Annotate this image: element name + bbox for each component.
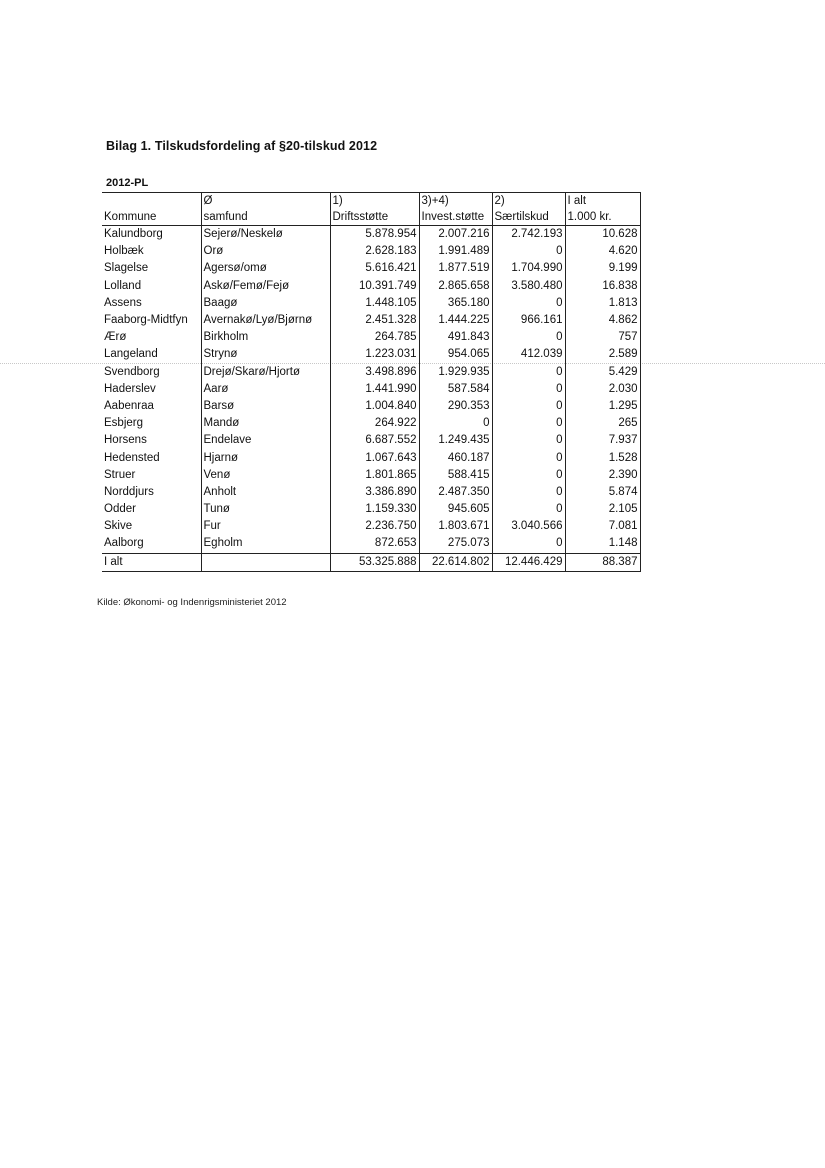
special-grant-cell: 0 [492, 295, 565, 312]
header-cell: 1.000 kr. [565, 209, 640, 226]
total-cell: 5.874 [565, 484, 640, 501]
table-row [102, 449, 640, 466]
header-cell: 2) [492, 193, 565, 210]
header-cell: 3)+4) [419, 193, 492, 210]
total-cell: 2.030 [565, 381, 640, 398]
total-cell: 1.295 [565, 398, 640, 415]
municipality-cell: Slagelse [104, 262, 149, 275]
header-cell: I alt [565, 193, 640, 210]
special-grant-cell: 0 [492, 432, 565, 449]
operating-support-cell: 2.451.328 [330, 312, 419, 329]
operating-support-cell: 5.878.954 [330, 226, 419, 244]
header-row-bottom [102, 209, 640, 226]
operating-support-cell: 3.498.896 [330, 364, 419, 381]
price-level-label: 2012-PL [106, 177, 149, 189]
total-label: I alt [102, 553, 201, 571]
operating-support-cell: 3.386.890 [330, 484, 419, 501]
investment-support-cell: 2.487.350 [419, 484, 492, 501]
total-cell: 1.813 [565, 295, 640, 312]
island-community-cell: Anholt [201, 484, 330, 501]
municipality-cell: Odder [104, 503, 136, 516]
special-grant-cell: 0 [492, 415, 565, 432]
investment-support-cell: 1.803.671 [419, 518, 492, 535]
investment-support-cell: 587.584 [419, 381, 492, 398]
operating-support-cell: 10.391.749 [330, 278, 419, 295]
total-cell: 5.429 [565, 364, 640, 381]
island-community-cell: Askø/Femø/Fejø [201, 278, 330, 295]
municipality-cell: Hedensted [104, 451, 160, 464]
investment-support-cell: 1.991.489 [419, 243, 492, 260]
island-community-cell: Venø [201, 467, 330, 484]
operating-support-cell: 1.441.990 [330, 381, 419, 398]
total-special-grant: 12.446.429 [492, 553, 565, 571]
table-body [102, 226, 640, 554]
header-cell [102, 193, 201, 210]
operating-support-cell: 6.687.552 [330, 432, 419, 449]
special-grant-cell: 412.039 [492, 346, 565, 363]
investment-support-cell: 2.865.658 [419, 278, 492, 295]
table-row [102, 501, 640, 518]
total-cell: 1.148 [565, 535, 640, 553]
table-row [102, 278, 640, 295]
header-cell: Invest.støtte [419, 209, 492, 226]
total-cell: 1.528 [565, 449, 640, 466]
special-grant-cell: 966.161 [492, 312, 565, 329]
header-cell: samfund [201, 209, 330, 226]
total-sum: 88.387 [565, 553, 640, 571]
operating-support-cell: 1.801.865 [330, 467, 419, 484]
total-cell: 16.838 [565, 278, 640, 295]
special-grant-cell: 0 [492, 449, 565, 466]
municipality-cell: Svendborg [104, 365, 160, 378]
investment-support-cell: 1.929.935 [419, 364, 492, 381]
island-community-cell: Strynø [201, 346, 330, 363]
table-row [102, 432, 640, 449]
investment-support-cell: 275.073 [419, 535, 492, 553]
island-community-cell: Agersø/omø [201, 260, 330, 277]
table-row [102, 415, 640, 432]
island-community-cell: Endelave [201, 432, 330, 449]
operating-support-cell: 1.004.840 [330, 398, 419, 415]
total-cell: 2.589 [565, 346, 640, 363]
investment-support-cell: 954.065 [419, 346, 492, 363]
total-investment-support: 22.614.802 [419, 553, 492, 571]
grant-table [102, 192, 641, 572]
table-row [102, 518, 640, 535]
special-grant-cell: 3.580.480 [492, 278, 565, 295]
total-cell: 2.105 [565, 501, 640, 518]
municipality-cell: Haderslev [104, 382, 156, 395]
investment-support-cell: 0 [419, 415, 492, 432]
total-cell: 4.862 [565, 312, 640, 329]
total-cell: 9.199 [565, 260, 640, 277]
investment-support-cell: 290.353 [419, 398, 492, 415]
header-cell: Særtilskud [492, 209, 565, 226]
island-community-cell: Tunø [201, 501, 330, 518]
municipality-cell: Horsens [104, 434, 147, 447]
table-cell [201, 553, 330, 571]
special-grant-cell: 0 [492, 364, 565, 381]
municipality-cell: Holbæk [104, 245, 144, 258]
table-row [102, 312, 640, 329]
investment-support-cell: 1.249.435 [419, 432, 492, 449]
table-row [102, 467, 640, 484]
island-community-cell: Orø [201, 243, 330, 260]
total-cell: 2.390 [565, 467, 640, 484]
municipality-cell: Skive [104, 520, 133, 533]
special-grant-cell: 0 [492, 243, 565, 260]
investment-support-cell: 2.007.216 [419, 226, 492, 244]
island-community-cell: Birkholm [201, 329, 330, 346]
investment-support-cell: 945.605 [419, 501, 492, 518]
municipality-cell: Faaborg-Midtfyn [104, 314, 188, 327]
header-cell: 1) [330, 193, 419, 210]
table-row [102, 346, 640, 363]
operating-support-cell: 264.785 [330, 329, 419, 346]
total-cell: 7.937 [565, 432, 640, 449]
island-community-cell: Drejø/Skarø/Hjortø [201, 364, 330, 381]
special-grant-cell: 3.040.566 [492, 518, 565, 535]
municipality-cell: Aabenraa [104, 399, 154, 412]
investment-support-cell: 460.187 [419, 449, 492, 466]
total-row [102, 553, 640, 571]
municipality-cell: Struer [104, 468, 136, 481]
header-cell: Driftsstøtte [330, 209, 419, 226]
island-community-cell: Aarø [201, 381, 330, 398]
total-cell: 265 [565, 415, 640, 432]
table-row [102, 535, 640, 553]
municipality-cell: Aalborg [104, 537, 144, 550]
special-grant-cell: 0 [492, 329, 565, 346]
total-cell: 757 [565, 329, 640, 346]
special-grant-cell: 1.704.990 [492, 260, 565, 277]
island-community-cell: Fur [201, 518, 330, 535]
investment-support-cell: 1.877.519 [419, 260, 492, 277]
operating-support-cell: 1.067.643 [330, 449, 419, 466]
investment-support-cell: 491.843 [419, 329, 492, 346]
island-community-cell: Hjarnø [201, 449, 330, 466]
special-grant-cell: 0 [492, 484, 565, 501]
operating-support-cell: 2.236.750 [330, 518, 419, 535]
header-cell: Ø [201, 193, 330, 210]
table-row [102, 295, 640, 312]
island-community-cell: Baagø [201, 295, 330, 312]
total-cell: 7.081 [565, 518, 640, 535]
special-grant-cell: 0 [492, 381, 565, 398]
table-row [102, 226, 640, 244]
table-row [102, 329, 640, 346]
investment-support-cell: 365.180 [419, 295, 492, 312]
table-row [102, 243, 640, 260]
operating-support-cell: 2.628.183 [330, 243, 419, 260]
table-row [102, 381, 640, 398]
island-community-cell: Barsø [201, 398, 330, 415]
municipality-cell: Norddjurs [104, 485, 154, 498]
header-cell: Kommune [102, 209, 201, 226]
municipality-cell: Esbjerg [104, 417, 143, 430]
operating-support-cell: 1.223.031 [330, 346, 419, 363]
island-community-cell: Sejerø/Neskelø [201, 226, 330, 244]
page-title: Bilag 1. Tilskudsfordeling af §20-tilskud 2012 [106, 139, 378, 153]
table-row [102, 484, 640, 501]
special-grant-cell: 2.742.193 [492, 226, 565, 244]
table-row [102, 398, 640, 415]
operating-support-cell: 1.159.330 [330, 501, 419, 518]
total-cell: 10.628 [565, 226, 640, 244]
municipality-cell: Kalundborg [104, 228, 163, 241]
special-grant-cell: 0 [492, 535, 565, 553]
island-community-cell: Egholm [201, 535, 330, 553]
island-community-cell: Mandø [201, 415, 330, 432]
municipality-cell: Assens [104, 296, 142, 309]
municipality-cell: Lolland [104, 279, 142, 292]
operating-support-cell: 264.922 [330, 415, 419, 432]
source-note: Kilde: Økonomi- og Indenrigsministeriet 2012 [97, 597, 287, 608]
operating-support-cell: 1.448.105 [330, 295, 419, 312]
special-grant-cell: 0 [492, 398, 565, 415]
operating-support-cell: 872.653 [330, 535, 419, 553]
municipality-cell: Langeland [104, 348, 158, 361]
header-row-top [102, 193, 640, 210]
investment-support-cell: 1.444.225 [419, 312, 492, 329]
table-row [102, 260, 640, 277]
total-cell: 4.620 [565, 243, 640, 260]
special-grant-cell: 0 [492, 467, 565, 484]
operating-support-cell: 5.616.421 [330, 260, 419, 277]
island-community-cell: Avernakø/Lyø/Bjørnø [201, 312, 330, 329]
table-row [102, 364, 640, 381]
total-operating-support: 53.325.888 [330, 553, 419, 571]
municipality-cell: Ærø [104, 331, 127, 344]
special-grant-cell: 0 [492, 501, 565, 518]
investment-support-cell: 588.415 [419, 467, 492, 484]
